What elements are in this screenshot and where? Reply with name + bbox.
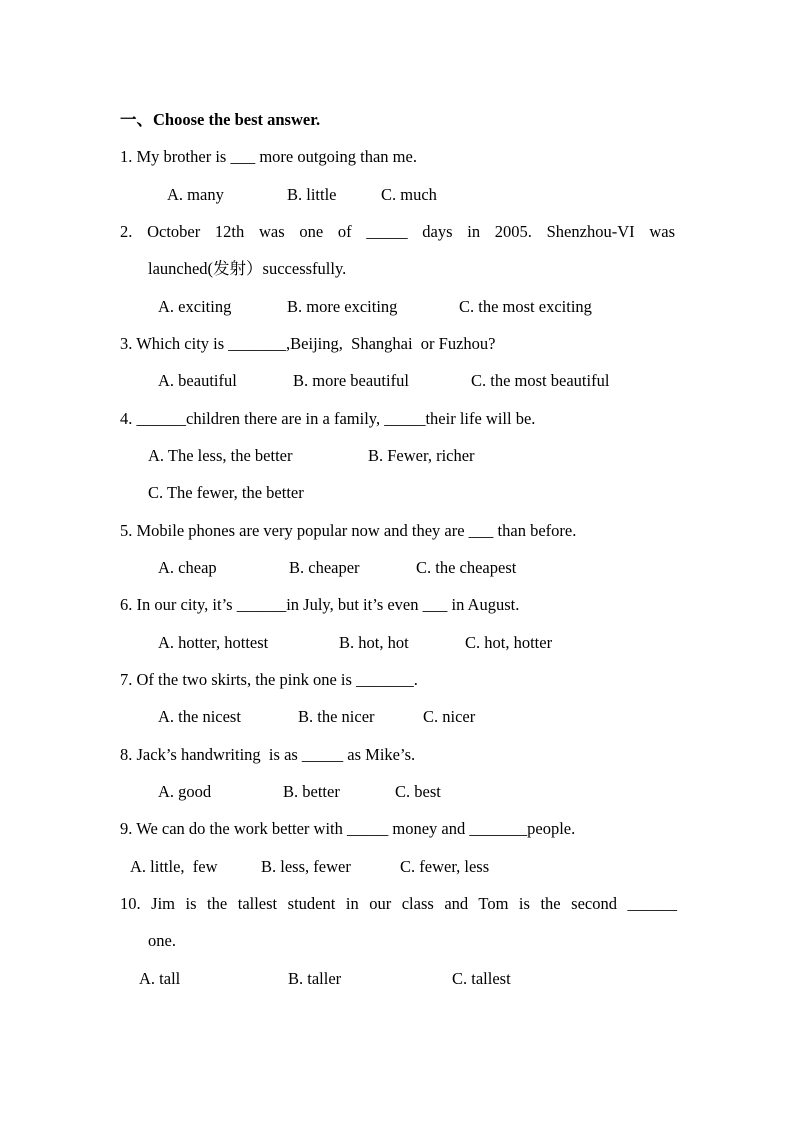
question-1-option-a: A. many	[167, 185, 224, 204]
question-7-option-c: C. nicer	[423, 707, 476, 726]
question-3-option-c: C. the most beautiful	[471, 371, 610, 390]
question-8-stem: 8. Jack’s handwriting is as _____ as Mike’s.	[120, 745, 416, 764]
question-1-option-b: B. little	[287, 185, 337, 204]
question-9-stem: 9. We can do the work better with _____ money and _______people.	[120, 819, 576, 838]
section-title: 一、Choose the best answer.	[120, 110, 321, 129]
question-8-option-a: A. good	[158, 782, 212, 801]
question-4-option-a: A. The less, the better	[148, 446, 293, 465]
question-8-option-b: B. better	[283, 782, 340, 801]
question-2-option-c: C. the most exciting	[459, 297, 592, 316]
question-7-stem: 7. Of the two skirts, the pink one is _______.	[120, 670, 418, 689]
question-5-stem: 5. Mobile phones are very popular now and they are ___ than before.	[120, 521, 577, 540]
question-2-stem-line2: launched(发射）successfully.	[148, 259, 347, 278]
question-9-option-c: C. fewer, less	[400, 857, 490, 876]
question-10-stem-line1: 10. Jim is the tallest student in our class and Tom is the second ______	[120, 894, 677, 913]
question-1-stem: 1. My brother is ___ more outgoing than me.	[120, 147, 417, 166]
question-3-option-b: B. more beautiful	[293, 371, 409, 390]
question-9-option-a: A. little, few	[130, 857, 218, 876]
question-6-stem: 6. In our city, it’s ______in July, but it’s even ___ in August.	[120, 595, 520, 614]
question-1-option-c: C. much	[381, 185, 437, 204]
question-6-option-a: A. hotter, hottest	[158, 633, 269, 652]
question-6-option-b: B. hot, hot	[339, 633, 409, 652]
question-4-option-c: C. The fewer, the better	[148, 483, 304, 502]
question-2-option-b: B. more exciting	[287, 297, 398, 316]
question-10-stem-line2: one.	[148, 931, 176, 950]
question-2-stem-line1: 2. October 12th was one of _____ days in 2005. Shenzhou-VI was	[120, 222, 675, 241]
question-5-option-b: B. cheaper	[289, 558, 360, 577]
question-10-option-b: B. taller	[288, 969, 342, 988]
question-4-option-b: B. Fewer, richer	[368, 446, 475, 465]
question-2-option-a: A. exciting	[158, 297, 232, 316]
question-5-option-a: A. cheap	[158, 558, 217, 577]
question-10-option-a: A. tall	[139, 969, 181, 988]
question-5-option-c: C. the cheapest	[416, 558, 517, 577]
question-9-option-b: B. less, fewer	[261, 857, 351, 876]
question-7-option-a: A. the nicest	[158, 707, 241, 726]
question-8-option-c: C. best	[395, 782, 441, 801]
question-10-option-c: C. tallest	[452, 969, 511, 988]
question-3-stem: 3. Which city is _______,Beijing, Shanghai or Fuzhou?	[120, 334, 496, 353]
question-4-stem: 4. ______children there are in a family, _____their life will be.	[120, 409, 536, 428]
question-6-option-c: C. hot, hotter	[465, 633, 553, 652]
question-3-option-a: A. beautiful	[158, 371, 237, 390]
question-7-option-b: B. the nicer	[298, 707, 375, 726]
